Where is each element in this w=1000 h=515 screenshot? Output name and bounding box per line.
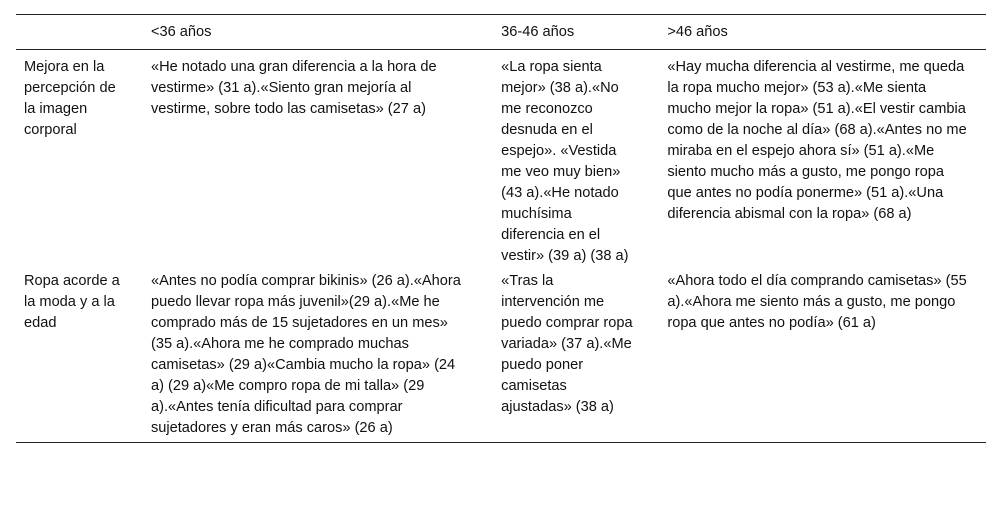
row-label: Ropa acorde a la moda y a la edad xyxy=(24,273,120,331)
table-cell: «Ahora todo el día comprando camisetas» (55 a).«Ahora me siento más a gusto, me pongo ropa que antes no podía» (61 a) xyxy=(667,273,967,331)
table-cell: «La ropa sienta mejor» (38 a).«No me reconozco desnuda en el espejo». «Vestida me veo muy bien» (43 a).«He notado muchísima diferencia en el vestir» (39 a) (38 a) xyxy=(501,59,629,264)
header-over-46: >46 años xyxy=(667,24,728,40)
header-empty xyxy=(16,15,135,50)
table-header-row xyxy=(16,15,986,50)
row-label: Mejora en la percepción de la imagen corporal xyxy=(24,59,116,138)
table-row xyxy=(16,267,986,443)
header-under-36: <36 años xyxy=(150,24,212,40)
table-cell: «Tras la intervención me puedo comprar ropa variada» (37 a).«Me puedo poner camisetas ajustadas» (38 a) xyxy=(501,273,633,415)
table-cell: «He notado una gran diferencia a la hora de vestirme» (31 a).«Siento gran mejoría al vestirme, sobre todo las camisetas» (27 a) xyxy=(150,59,437,117)
table-cell: «Hay mucha diferencia al vestirme, me queda la ropa mucho mejor» (53 a).«Me sienta mucho mejor la ropa» (51 a).«El vestir cambia como de la noche al día» (68 a).«Antes no me miraba en el espejo ahora sí» (51 a).«Me siento mucho más a gusto, me pongo ropa que antes no podía ponerme» (51 a).«Una diferencia abismal con la ropa» (68 a) xyxy=(667,59,967,222)
table-row xyxy=(16,50,986,268)
table-cell: «Antes no podía comprar bikinis» (26 a).«Ahora puedo llevar ropa más juvenil»(29 a).«Me he comprado más de 15 sujetadores en un mes» (35 a).«Ahora me he comprado muchas camisetas» (29 a)«Cambia mucho la ropa» (24 a) (29 a)«Me compro ropa de mi talla» (29 a).«Antes tenía dificultad para comprar sujetadores y eran más caros» (26 a) xyxy=(150,273,461,436)
results-table xyxy=(16,14,986,443)
header-36-46: 36-46 años xyxy=(501,24,575,40)
